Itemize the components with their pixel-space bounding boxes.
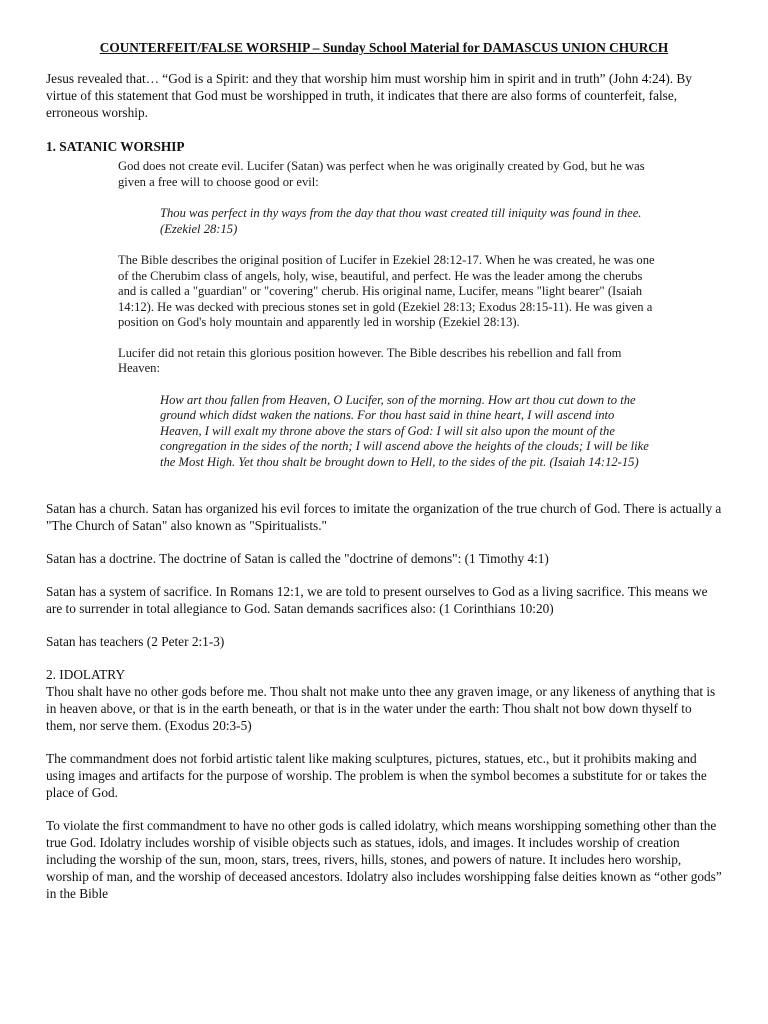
scan-quote-isaiah: How art thou fallen from Heaven, O Lucifer, son of the morning. How art thou cut down to the ground which didst waken the nations. For thou hast said in thine heart, I will ascend into Heaven, I will exalt my throne above the stars of God: I will sit also upon the mount of the congregation in the sides of the north; I will ascend above the heights of the clouds; I will be like the Most High. Yet thou shalt be brought down to Hell, to the sides of the pit. (Isaiah 14:12-15) [160, 392, 649, 469]
satan-teachers-paragraph: Satan has teachers (2 Peter 2:1-3) [46, 634, 225, 649]
section-heading-satanic-worship: 1. SATANIC WORSHIP [46, 139, 185, 154]
scan-quote-ezekiel: Thou was perfect in thy ways from the day that thou wast created till iniquity was found in thee. (Ezekiel 28:15) [160, 206, 642, 236]
intro-paragraph: Jesus revealed that… “God is a Spirit: and they that worship him must worship him in spirit and in truth” (John 4:24). By virtue of this statement that God must be worshipped in truth, it indicates that there are also forms of counterfeit, false, erroneous worship. [46, 71, 692, 120]
scanned-excerpt [118, 159, 658, 470]
art-paragraph: The commandment does not forbid artistic talent like making sculptures, pictures, statues, etc., but it prohibits making and using images and artifacts for the purpose of worship. The problem is when the symbol becomes a substitute for or takes the place of God. [46, 751, 707, 800]
document-title: COUNTERFEIT/FALSE WORSHIP – Sunday School Material for DAMASCUS UNION CHURCH [99, 40, 669, 55]
satan-church-paragraph: Satan has a church. Satan has organized his evil forces to imitate the organization of the true church of God. There is actually a "The Church of Satan" also known as "Spiritualists." [46, 501, 722, 533]
idolatry-paragraph: To violate the first commandment to have no other gods is called idolatry, which means worshipping something other than the true God. Idolatry includes worship of visible objects such as statues, idols, and images. It includes worship of creation including the worship of the sun, moon, stars, trees, rivers, hills, stones, and powers of nature. It includes hero worship, worship of man, and the worship of deceased ancestors. Idolatry also includes worshipping false deities known as “other gods” in the Bible [46, 818, 722, 901]
scan-paragraph-rebellion: Lucifer did not retain this glorious position however. The Bible describes his rebellion and fall from Heaven: [118, 345, 622, 375]
commandment-paragraph: Thou shalt have no other gods before me. Thou shalt not make unto thee any graven image, or any likeness of anything that is in heaven above, or that is in the earth beneath, or that is in the water under the earth: Thou shalt not bow down thyself to them, nor serve them. (Exodus 20:3-5) [46, 684, 716, 733]
scan-paragraph-free-will: God does not create evil. Lucifer (Satan) was perfect when he was originally created by God, but he was given a free will to choose good or evil: [118, 159, 645, 189]
scan-paragraph-original-position: The Bible describes the original position of Lucifer in Ezekiel 28:12-17. When he was created, he was one of the Cherubim class of angels, holy, wise, beautiful, and perfect. He was the leader among the cherubs and is called a "guardian" or "covering" cherub. His original name, Lucifer, means "light bearer" (Isaiah 14:12). He was decked with precious stones set in gold (Ezekiel 28:13; Exodus 28:15-11). He was given a position on God's holy mountain and apparently led in worship (Ezekiel 28:13). [118, 253, 655, 329]
document-page [46, 40, 722, 902]
satan-doctrine-paragraph: Satan has a doctrine. The doctrine of Satan is called the "doctrine of demons": (1 Timothy 4:1) [46, 551, 549, 566]
section-heading-idolatry: 2. IDOLATRY [46, 667, 126, 682]
satan-sacrifice-paragraph: Satan has a system of sacrifice. In Romans 12:1, we are told to present ourselves to God as a living sacrifice. This means we are to surrender in total allegiance to God. Satan demands sacrifices also: (1 Corinthians 10:20) [46, 584, 708, 616]
